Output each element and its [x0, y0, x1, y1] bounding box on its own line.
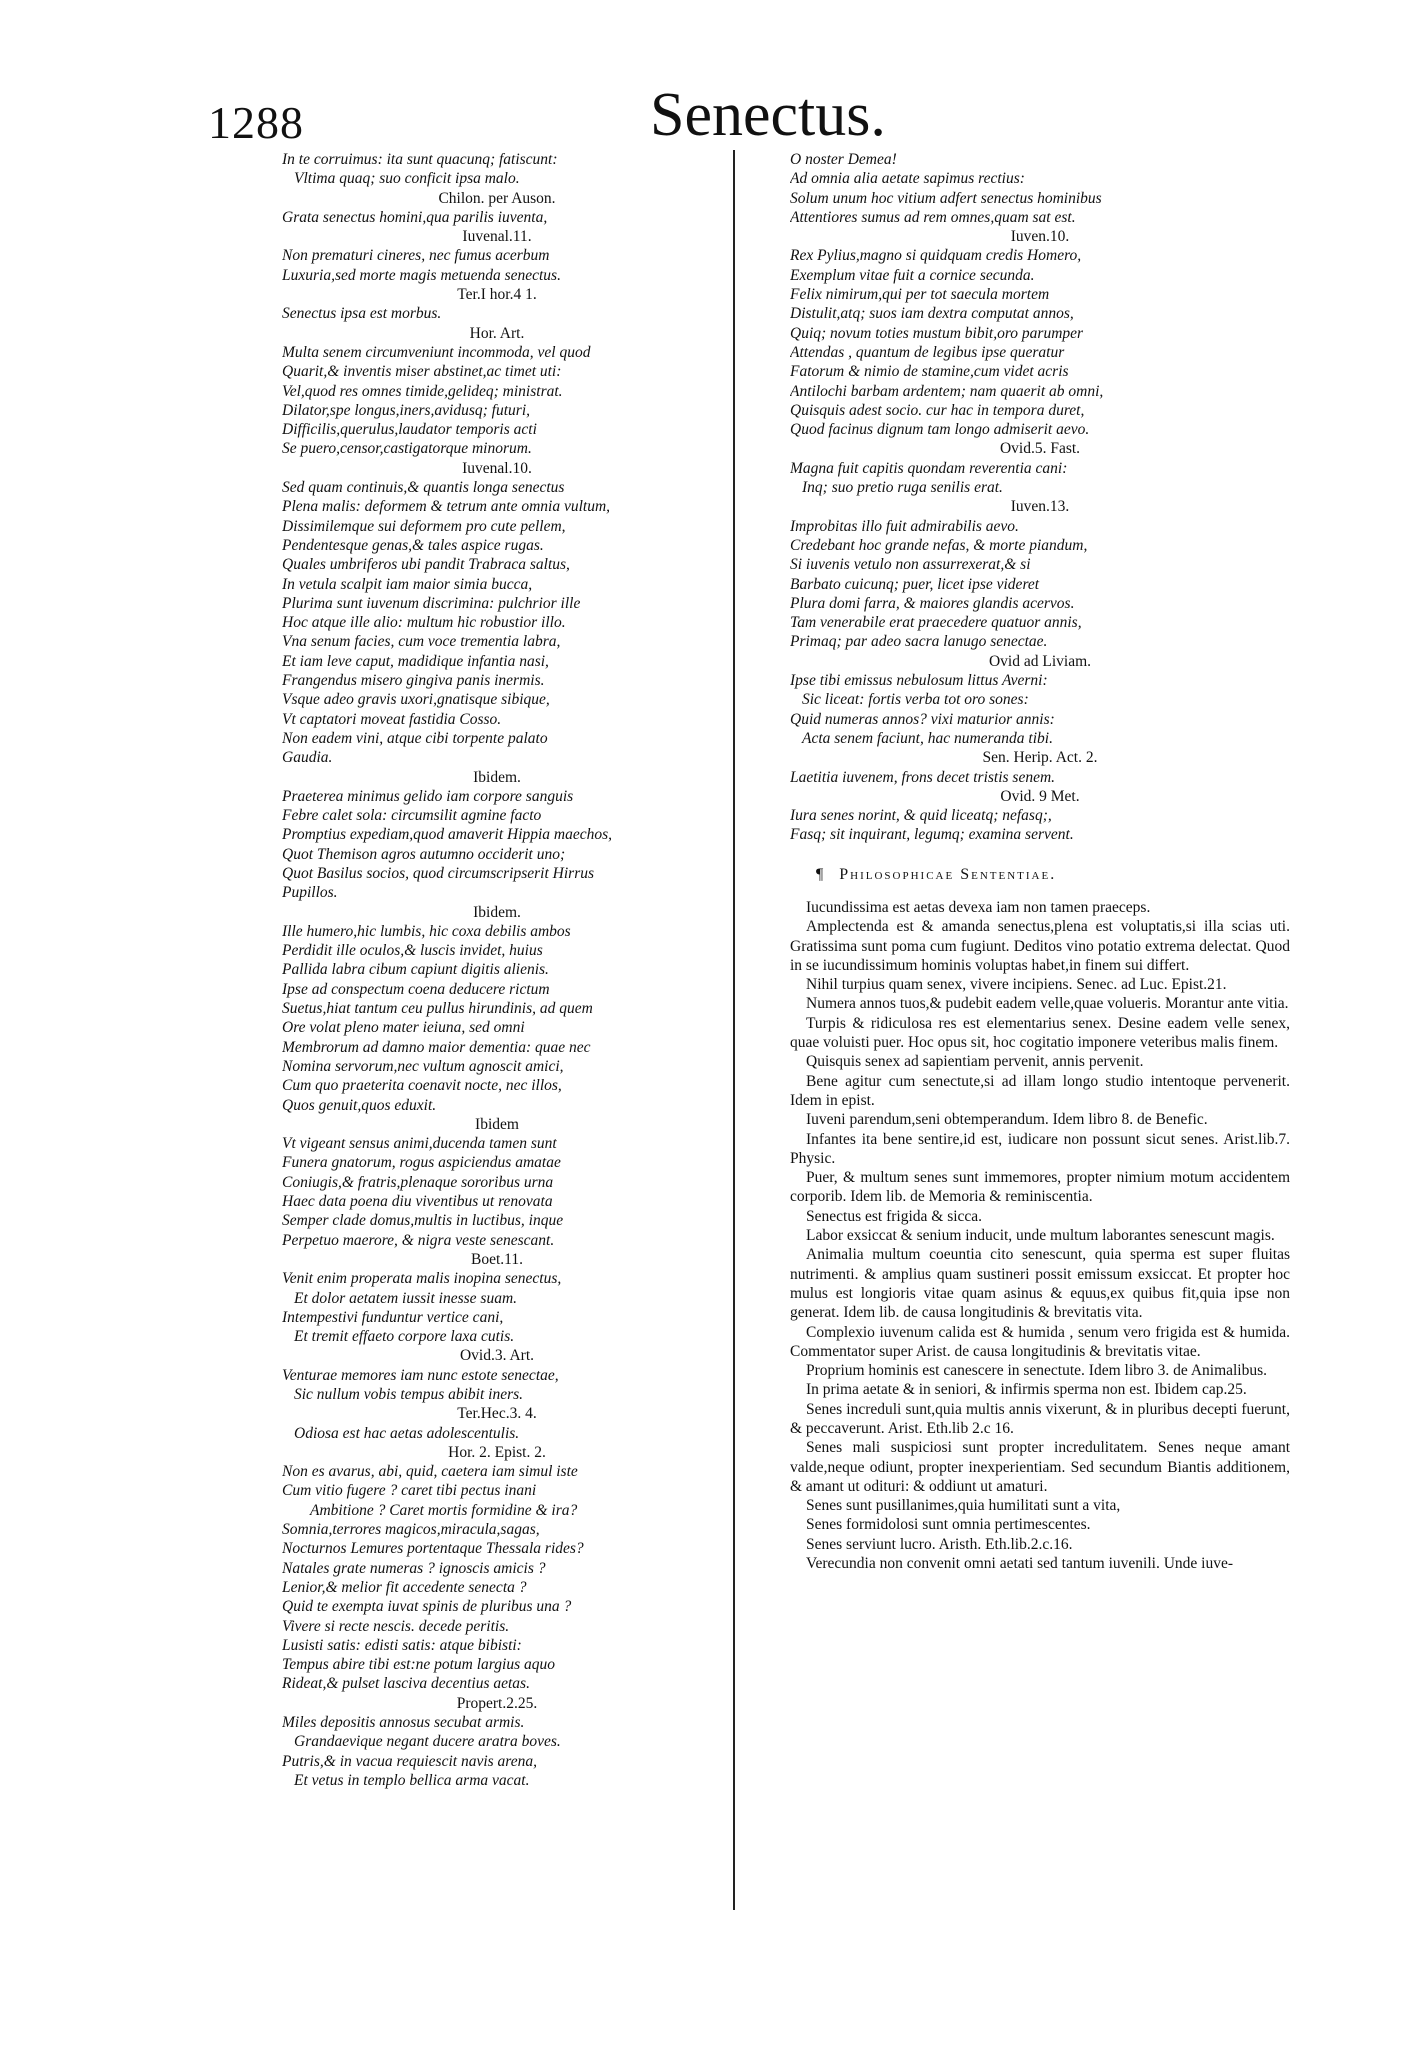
verse-line: Vt vigeant sensus animi,ducenda tamen sunt: [282, 1135, 557, 1153]
verse-line: Plena malis: deformem & tetrum ante omnia vultum,: [282, 498, 611, 516]
running-head: Senectus.: [650, 81, 886, 149]
verse-line: Grandaevique negant ducere aratra boves.: [294, 1733, 561, 1751]
sententia-paragraph: [790, 975, 1290, 994]
sententia-paragraph: [790, 1361, 1290, 1380]
sententia-text: Infantes ita bene sentire,id est, iudicare non possunt sicut senes. Arist.lib.7. Physic.: [790, 1130, 1290, 1167]
sententia-paragraph: [790, 917, 1290, 975]
citation-line: Ovid.3. Art.: [459, 1347, 535, 1365]
verse-line: Vltima quaq; suo conficit ipsa malo.: [294, 170, 520, 188]
verse-line: Fasq; sit inquirant, legumq; examina servent.: [790, 826, 1074, 844]
verse-line: Quos genuit,quos eduxit.: [282, 1096, 437, 1114]
right-column: [790, 150, 1290, 1573]
sententia-text: Iuveni parendum,seni obtemperandum. Idem libro 8. de Benefic.: [806, 1111, 1208, 1129]
sententia-text: Proprium hominis est canescere in senectute. Idem libro 3. de Animalibus.: [806, 1362, 1268, 1380]
citation-line: Sen. Herip. Act. 2.: [982, 749, 1098, 767]
verse-line: Vsque adeo gravis uxori,gnatisque sibique,: [282, 691, 550, 709]
verse-line: Quarit,& inventis miser abstinet,ac timet uti:: [282, 363, 562, 381]
verse-line: Ad omnia alia aetate sapimus rectius:: [790, 170, 1025, 188]
sententia-paragraph: [790, 1245, 1290, 1322]
verse-line: Vna senum facies, cum voce trementia labra,: [282, 633, 561, 651]
verse-line: Natales grate numeras ? ignoscis amicis ?: [282, 1559, 546, 1577]
verse-line: Exemplum vitae fuit a cornice secunda.: [790, 266, 1035, 284]
verse-line: In vetula scalpit iam maior simia bucca,: [282, 575, 533, 593]
verse-line: Cum quo praeterita coenavit nocte, nec illos,: [282, 1077, 562, 1095]
verse-line: Venturae memores iam nunc estote senectae,: [282, 1366, 559, 1384]
verse-line: In te corruimus: ita sunt quacunq; fatiscunt:: [282, 151, 558, 168]
citation-line: Chilon. per Auson.: [438, 189, 556, 207]
sententia-paragraph: [790, 1438, 1290, 1496]
sententia-text: Senectus est frigida & sicca.: [806, 1207, 983, 1225]
sententia-text: Complexio iuvenum calida est & humida , senum vero frigida est & humida. Commentator super Arist. de causa longitudinis & brevitatis vitae.: [790, 1323, 1290, 1360]
verse-line: Primaq; par adeo sacra lanugo senectae.: [790, 633, 1048, 651]
verse-line: Tam venerabile erat praecedere quatuor annis,: [790, 614, 1082, 632]
verse-line: Et dolor aetatem iussit inesse suam.: [294, 1289, 518, 1307]
verse-line: Non eadem vini, atque cibi torpente palato: [282, 729, 548, 747]
verse-line: Plurima sunt iuvenum discrimina: pulchrior ille: [282, 594, 581, 612]
sententia-text: Bene agitur cum senectute,si ad illam longo studio intentoque pervenerit. Idem in epist.: [790, 1072, 1290, 1109]
pilcrow-mark: ¶: [816, 865, 826, 883]
verse-line: Putris,& in vacua requiescit navis arena,: [282, 1752, 537, 1770]
verse-line: Acta senem faciunt, hac numeranda tibi.: [802, 729, 1053, 747]
verse-line: Pupillos.: [282, 884, 338, 902]
sententia-paragraph: [790, 1515, 1290, 1534]
sententia-paragraph: [790, 1207, 1290, 1226]
verse-line: Quisquis adest socio. cur hac in tempora duret,: [790, 401, 1085, 419]
verse-line: Quid te exempta iuvat spinis de pluribus una ?: [282, 1598, 572, 1616]
sententia-text: Animalia multum coeuntia cito senescunt, quia sperma est super fluitas nutrimenti. & amplius quam sustineri possit emissum exsiccat. Et propter hoc mulus est longioris vitae quam asinus & equus,ex quibus fit,quia ipse non generat. Idem lib. de causa longitudinis & brevitatis vita.: [790, 1246, 1290, 1322]
sententia-text: Numera annos tuos,& pudebit eadem velle,quae volueris. Morantur ante vitia.: [806, 995, 1289, 1013]
verse-line: Se puero,censor,castigatorque minorum.: [282, 440, 532, 458]
sententia-paragraph: [790, 1014, 1290, 1053]
verse-line: Quid numeras annos? vixi maturior annis:: [790, 710, 1055, 728]
sententia-paragraph: [790, 898, 1290, 917]
sententia-text: Senes sunt pusillanimes,quia humilitati sunt a vita,: [806, 1497, 1121, 1515]
citation-line: Boet.11.: [471, 1250, 523, 1268]
verse-line: Ipse tibi emissus nebulosum littus Averni:: [790, 672, 1048, 690]
verse-line: Magna fuit capitis quondam reverentia cani:: [790, 459, 1068, 477]
sententia-paragraph: [790, 1323, 1290, 1362]
verse-line: O noster Demea!: [790, 151, 897, 168]
citation-line: Propert.2.25.: [456, 1694, 538, 1712]
verse-line: Perdidit ille oculos,& luscis invidet, huius: [282, 942, 543, 960]
sententia-text: Turpis & ridiculosa res est elementarius senex. Desine eadem velle senex, quae voluisti puer. Hoc opus sit, hoc cogitatio imponere veteribus malis finem.: [790, 1014, 1290, 1052]
sententia-paragraph: [790, 1072, 1290, 1111]
citation-line: Ibidem.: [473, 903, 521, 921]
sententia-paragraph: [790, 1052, 1290, 1071]
verse-line: Perpetuo maerore, & nigra veste senescant.: [282, 1231, 555, 1249]
verse-line: Non es avarus, abi, quid, caetera iam simul iste: [282, 1463, 578, 1481]
verse-line: Venit enim properata malis inopina senectus,: [282, 1270, 562, 1288]
verse-line: Membrorum ad damno maior dementia: quae nec: [282, 1038, 591, 1056]
verse-line: Antilochi barbam ardentem; nam quaerit ab omni,: [790, 382, 1104, 400]
verse-line: Luxuria,sed morte magis metuenda senectus.: [282, 266, 561, 284]
section-heading: [790, 865, 1290, 884]
verse-line: Lusisti satis: edisti satis: atque bibisti:: [282, 1636, 522, 1654]
verse-line: Quales umbriferos ubi pandit Trabraca saltus,: [282, 556, 570, 574]
verse-line: Intempestivi funduntur vertice cani,: [282, 1308, 504, 1326]
verse-line: Vel,quod res omnes timide,gelideq; ministrat.: [282, 382, 563, 400]
citation-line: Iuven.10.: [1010, 228, 1070, 246]
verse-line: Quot Themison agros autumno occiderit uno;: [282, 845, 566, 863]
verse-line: Sic liceat: fortis verba tot oro sones:: [802, 691, 1029, 709]
citation-line: Ovid.5. Fast.: [999, 440, 1081, 458]
verse-line: Pendentesque genas,& tales aspice rugas.: [282, 536, 544, 554]
verse-line: Difficilis,querulus,laudator temporis acti: [282, 421, 537, 439]
verse-line: Quot Basilus socios, quod circumscripserit Hirrus: [282, 864, 595, 882]
verse-line: Dilator,spe longus,iners,avidusq; futuri,: [282, 401, 531, 419]
sententia-paragraph: [790, 1400, 1290, 1439]
verse-line: Gaudia.: [282, 749, 333, 767]
sententia-text: Senes formidolosi sunt omnia pertimescentes.: [806, 1516, 1091, 1534]
page-number: 1288: [208, 97, 304, 148]
verse-line: Quod facinus dignum tam longo admiserit aevo.: [790, 421, 1090, 439]
verse-line: Senectus ipsa est morbus.: [282, 305, 442, 323]
sententia-text: Quisquis senex ad sapientiam pervenit, annis pervenit.: [806, 1053, 1144, 1071]
verse-line: Coniugis,& fratris,plenaque sororibus urna: [282, 1173, 554, 1191]
verse-line: Multa senem circumveniunt incommoda, vel quod: [282, 343, 591, 361]
verse-line: Credebant hoc grande nefas, & morte piandum,: [790, 536, 1088, 554]
verse-line: Fatorum & nimio de stamine,cum videt acris: [790, 363, 1069, 381]
sententia-text: Verecundia non convenit omni aetati sed tantum iuvenili. Unde iuve-: [806, 1555, 1233, 1573]
citation-line: Iuvenal.10.: [462, 459, 532, 477]
verse-line: Rideat,& pulset lasciva decentius aetas.: [282, 1675, 530, 1693]
verse-line: Praeterea minimus gelido iam corpore sanguis: [282, 787, 574, 805]
verse-line: Nocturnos Lemures portentaque Thessala rides?: [282, 1540, 584, 1558]
verse-line: Promptius expediam,quod amaverit Hippia maechos,: [282, 826, 613, 844]
verse-line: Frangendus misero gingiva panis inermis.: [282, 672, 545, 690]
verse-line: Somnia,terrores magicos,miracula,sagas,: [282, 1521, 540, 1539]
citation-line: Hor. 2. Epist. 2.: [448, 1443, 546, 1461]
verse-line: Iura senes norint, & quid liceatq; nefasq;,: [790, 807, 1052, 825]
column-rule: [733, 150, 735, 1910]
verse-line: Solum unum hoc vitium adfert senectus hominibus: [790, 189, 1102, 207]
sententia-paragraph: [790, 1168, 1290, 1207]
sententia-text: Senes serviunt lucro. Aristh. Eth.lib.2.c.16.: [806, 1535, 1073, 1553]
sententia-paragraph: [790, 1380, 1290, 1399]
verse-line: Odiosa est hac aetas adolescentulis.: [294, 1424, 520, 1442]
verse-line: Nomina servorum,nec vultum agnoscit amici,: [282, 1057, 564, 1075]
verse-line: Pallida labra cibum capiunt digitis alienis.: [282, 961, 549, 979]
verse-line: Ipse ad conspectum coena deducere rictum: [282, 980, 550, 998]
citation-line: Iuven.13.: [1010, 498, 1070, 516]
verse-line: Ambitione ? Caret mortis formidine & ira?: [310, 1501, 578, 1519]
citation-line: Ter.Hec.3. 4.: [457, 1405, 537, 1423]
citation-line: Ibidem.: [473, 768, 521, 786]
verse-line: Febre calet sola: circumsilit agmine facto: [282, 807, 542, 825]
left-column: [282, 150, 712, 1790]
verse-line: Tempus abire tibi est:ne potum largius aquo: [282, 1656, 555, 1674]
verse-line: Quiq; novum toties mustum bibit,oro parumper: [790, 324, 1084, 342]
sententia-text: Amplectenda est & amanda senectus,plena est voluptatis,si illa scias uti. Gratissima sunt poma cum fugiunt. Deditos vino potatio extrema delectat. Quod in se iucundissimum hominis voluptas habet,in finem sui differt.: [790, 918, 1290, 974]
sententia-paragraph: [790, 1496, 1290, 1515]
citation-line: Ovid. 9 Met.: [1000, 787, 1080, 805]
sententia-paragraph: [790, 1226, 1290, 1245]
verse-line: Vt captatori moveat fastidia Cosso.: [282, 710, 502, 728]
verse-line: Suetus,hiat tantum ceu pullus hirundinis, ad quem: [282, 1000, 593, 1018]
verse-line: Improbitas illo fuit admirabilis aevo.: [790, 517, 1019, 535]
verse-line: Et iam leve caput, madidique infantia nasi,: [282, 652, 549, 670]
section-heading-label: Philosophicae Sententiae.: [839, 865, 1057, 883]
sententia-paragraph: [790, 1130, 1290, 1169]
verse-line: Et vetus in templo bellica arma vacat.: [294, 1771, 530, 1789]
verse-line: Haec data poena diu viventibus ut renovata: [282, 1193, 553, 1211]
verse-line: Plura domi farra, & maiores glandis acervos.: [790, 594, 1075, 612]
verse-line: Vivere si recte nescis. decede peritis.: [282, 1617, 510, 1635]
verse-line: Semper clade domus,multis in luctibus, inque: [282, 1212, 564, 1230]
sententia-text: Labor exsiccat & senium inducit, unde multum laborantes senescunt magis.: [806, 1227, 1275, 1245]
sententia-text: Senes mali suspiciosi sunt propter incredulitatem. Senes neque amant valde,neque odiunt, propter inexperientiam. Sed secundum Biantis additionem, & amant ut odituri: & oddiunt ut amaturi.: [790, 1439, 1290, 1495]
sententia-text: Senes increduli sunt,quia multis annis vixerunt, & in pluribus decepti fuerunt, & peccaverunt. Arist. Eth.lib 2.c 16.: [790, 1400, 1290, 1437]
sententia-text: In prima aetate & in seniori, & infirmis sperma non est. Ibidem cap.25.: [806, 1381, 1247, 1399]
sententia-text: Puer, & multum senes sunt immemores, propter nimium motum accidentem corporib. Idem lib. de Memoria & reminiscentia.: [790, 1169, 1290, 1206]
sententia-paragraph: [790, 994, 1290, 1013]
verse-line: Attendas , quantum de legibus ipse queratur: [790, 343, 1065, 361]
citation-line: Ovid ad Liviam.: [988, 652, 1092, 670]
verse-line: Ille humero,hic lumbis, hic coxa debilis ambos: [282, 922, 571, 940]
right-prose: [790, 898, 1290, 1573]
verse-line: Lenior,& melior fit accedente senecta ?: [282, 1578, 527, 1596]
right-verse: [790, 150, 1290, 845]
sententia-paragraph: [790, 1554, 1290, 1573]
citation-line: Ter.I hor.4 1.: [457, 286, 537, 304]
verse-line: Laetitia iuvenem, frons decet tristis senem.: [790, 768, 1056, 786]
verse-line: Grata senectus homini,qua parilis iuventa,: [282, 208, 548, 226]
verse-line: Rex Pylius,magno si quidquam credis Homero,: [790, 247, 1082, 265]
verse-line: Sic nullum vobis tempus abibit iners.: [294, 1386, 524, 1403]
citation-line: Hor. Art.: [469, 324, 525, 342]
verse-line: Miles depositis annosus secubat armis.: [282, 1714, 525, 1732]
verse-line: Funera gnatorum, rogus aspiciendus amatae: [282, 1154, 561, 1172]
verse-line: Distulit,atq; suos iam dextra computat annos,: [790, 305, 1074, 323]
sententia-paragraph: [790, 1110, 1290, 1129]
citation-line: Ibidem: [475, 1115, 519, 1133]
verse-line: Felix nimirum,qui per tot saecula mortem: [790, 286, 1050, 304]
verse-line: Ore volat pleno mater ieiuna, sed omni: [282, 1019, 525, 1037]
verse-line: Non prematuri cineres, nec fumus acerbum: [282, 247, 550, 265]
verse-line: Cum vitio fugere ? caret tibi pectus inani: [282, 1482, 537, 1500]
verse-line: Dissimilemque sui deformem pro cute pellem,: [282, 517, 566, 535]
citation-line: Iuvenal.11.: [462, 228, 532, 246]
verse-line: Si iuvenis vetulo non assurrexerat,& si: [790, 556, 1031, 574]
verse-line: Barbato cuicunq; puer, licet ipse videret: [790, 575, 1040, 593]
sententia-text: Iucundissima est aetas devexa iam non tamen praeceps.: [806, 898, 1151, 916]
verse-line: Hoc atque ille alio: multum hic robustior illo.: [282, 614, 566, 632]
sententia-paragraph: [790, 1535, 1290, 1554]
verse-line: Sed quam continuis,& quantis longa senectus: [282, 479, 565, 497]
verse-line: Inq; suo pretio ruga senilis erat.: [802, 479, 1003, 497]
verse-line: Et tremit effaeto corpore laxa cutis.: [294, 1328, 515, 1346]
verse-line: Attentiores sumus ad rem omnes,quam sat est.: [790, 208, 1076, 226]
sententia-text: Nihil turpius quam senex, vivere incipiens. Senec. ad Luc. Epist.21.: [806, 976, 1227, 994]
